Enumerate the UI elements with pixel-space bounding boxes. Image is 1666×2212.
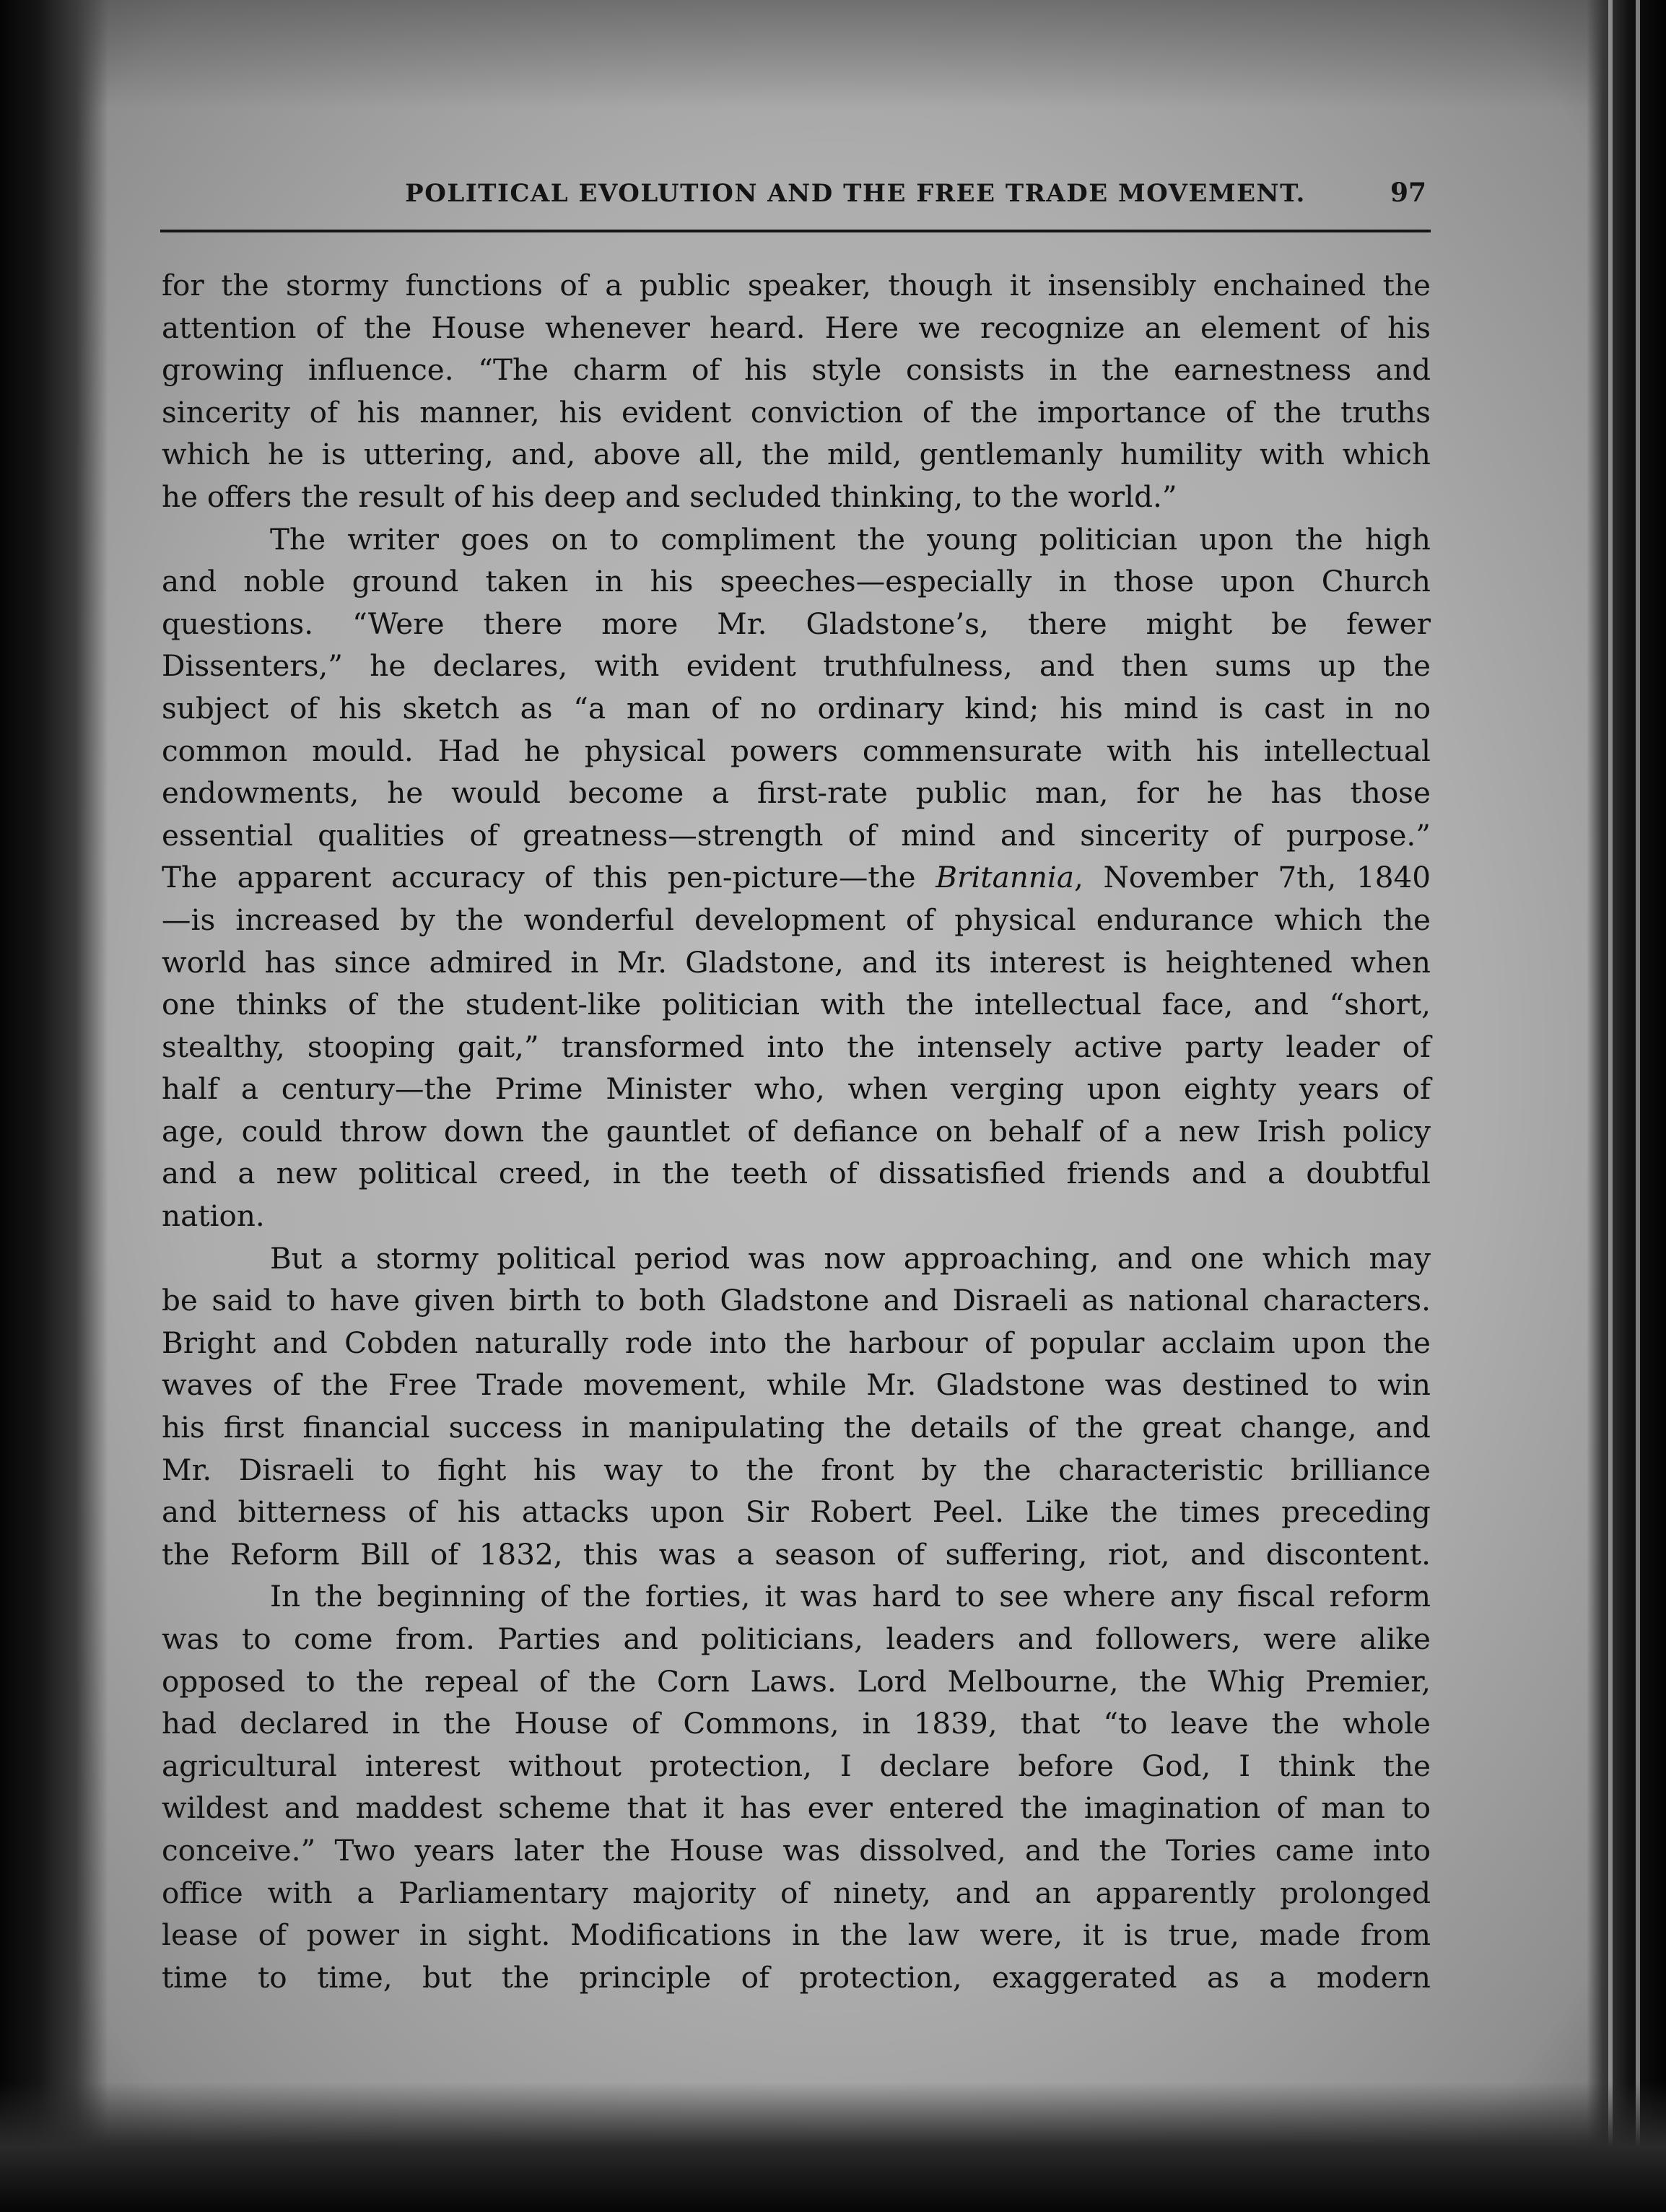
text-line: Mr. Disraeli to fight his way to the front by the characteristic brilliance [162,1452,1431,1487]
page-number: 97 [1390,178,1427,208]
text-line: agricultural interest without protection, I declare before God, I think the [162,1748,1431,1783]
text-line: lease of power in sight. Modifications in the law were, it is true, made from [162,1917,1431,1953]
text-line: and a new political creed, in the teeth of dissatisfied friends and a doubtful [162,1156,1431,1191]
text-line: attention of the House whenever heard. Here we recognize an element of his [162,310,1431,345]
text-line: The apparent accuracy of this pen-picture—the Britannia, November 7th, 1840 [162,860,1431,895]
text-line: Dissenters,” he declares, with evident truthfulness, and then sums up the [162,648,1431,684]
text-line: be said to have given birth to both Gladstone and Disraeli as national characters. [162,1283,1431,1318]
text-line: nation. [162,1198,265,1234]
text-line: The writer goes on to compliment the young politician upon the high [270,521,1431,557]
scan-streak [1608,0,1613,2212]
text-line: for the stormy functions of a public speaker, though it insensibly enchained the [162,268,1431,302]
text-line: common mould. Had he physical powers commensurate with his intellectual [162,733,1431,768]
text-line: opposed to the repeal of the Corn Laws. Lord Melbourne, the Whig Premier, [162,1663,1431,1699]
text-line: stealthy, stooping gait,” transformed into the intensely active party leader of [162,1029,1431,1064]
text-line: had declared in the House of Commons, in 1839, that “to leave the whole [162,1706,1431,1741]
text-line: office with a Parliamentary majority of ninety, and an apparently prolonged [162,1875,1431,1910]
text-line: endowments, he would become a first-rate public man, for he has those [162,775,1431,811]
text-line: one thinks of the student-like politician with the intellectual face, and “short, [162,987,1431,1022]
scan-shadow-right [1587,0,1666,2212]
scan-shadow-bottom [0,2082,1666,2212]
text-line: the Reform Bill of 1832, this was a season of suffering, riot, and discontent. [162,1536,1431,1572]
text-line: questions. “Were there more Mr. Gladstone’s, there might be fewer [162,606,1431,641]
text-line: subject of his sketch as “a man of no ordinary kind; his mind is cast in no [162,690,1431,726]
text-line: In the beginning of the forties, it was hard to see where any fiscal reform [270,1579,1431,1614]
text-line: and noble ground taken in his speeches—especially in those upon Church [162,564,1431,599]
text-line: time to time, but the principle of protection, exaggerated as a modern [162,1959,1431,1995]
scan-shadow-left [0,0,108,2212]
text-line: age, could throw down the gauntlet of defiance on behalf of a new Irish policy [162,1113,1431,1149]
text-line: —is increased by the wonderful development of physical endurance which the [162,902,1431,937]
text-line: and bitterness of his attacks upon Sir Robert Peel. Like the times preceding [162,1494,1431,1530]
text-line: world has since admired in Mr. Gladstone, and its interest is heightened when [162,944,1431,980]
text-line: conceive.” Two years later the House was dissolved, and the Tories came into [162,1832,1431,1868]
body-text [162,264,1431,1998]
text-line: his first financial success in manipulating the details of the great change, and [162,1410,1431,1445]
text-line: sincerity of his manner, his evident conviction of the importance of the truths [162,394,1431,430]
italic-title: Britannia [936,860,1074,895]
running-title: POLITICAL EVOLUTION AND THE FREE TRADE MOVEMENT. [405,179,1306,208]
text-line: essential qualities of greatness—strength of mind and sincerity of purpose.” [162,817,1431,853]
scan-shadow-top [0,0,1666,108]
text-line: wildest and maddest scheme that it has ever entered the imagination of man to [162,1790,1431,1826]
text-line: half a century—the Prime Minister who, when verging upon eighty years of [162,1071,1431,1107]
text-line: which he is uttering, and, above all, the mild, gentlemanly humility with which [162,437,1431,472]
text-line: growing influence. “The charm of his style consists in the earnestness and [162,352,1431,388]
scan-streak [1636,0,1640,2212]
header-rule [160,230,1431,232]
text-line: But a stormy political period was now approaching, and one which may [270,1240,1431,1276]
text-line: was to come from. Parties and politicians, leaders and followers, were alike [162,1621,1431,1656]
text-line: he offers the result of his deep and secluded thinking, to the world.” [162,479,1177,514]
text-line: waves of the Free Trade movement, while Mr. Gladstone was destined to win [162,1367,1431,1403]
text-line: Bright and Cobden naturally rode into the harbour of popular acclaim upon the [162,1325,1431,1360]
